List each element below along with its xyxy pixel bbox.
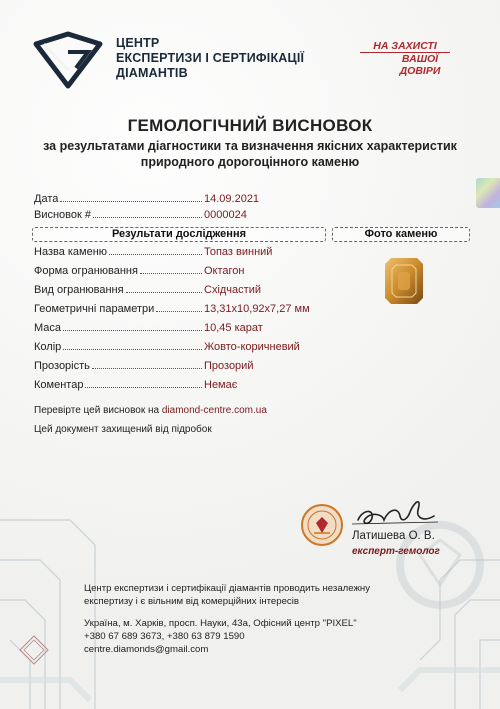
- organization-name: [116, 36, 346, 81]
- document-title: ГЕМОЛОГІЧНИЙ ВИСНОВОК: [127, 116, 373, 135]
- date-value: 14.09.2021: [204, 193, 260, 205]
- field-row-comment: [34, 379, 334, 395]
- footer-address: Україна, м. Харків, просп. Науки, 43а, Офісний центр "PIXEL": [84, 618, 357, 629]
- conclusion-number-label: Висновок #: [34, 209, 91, 221]
- official-seal-icon: [300, 503, 344, 547]
- footer-line-2: експертизу і є вільним від комерційних інтересів: [84, 596, 299, 607]
- footer-contacts: [84, 617, 357, 656]
- field-value: Прозорий: [204, 360, 254, 372]
- field-value: Східчастий: [204, 284, 261, 296]
- field-row-cut-type: [34, 284, 334, 300]
- field-row-dimensions: [34, 303, 334, 319]
- field-label: Форма огранювання: [34, 265, 138, 277]
- leader-dots: [156, 311, 202, 312]
- verify-note: [34, 405, 267, 416]
- field-label: Маса: [34, 322, 62, 334]
- field-value: 10,45 карат: [204, 322, 263, 334]
- field-label: Колір: [34, 341, 62, 353]
- subtitle-line-2: природного дорогоцінного каменю: [140, 155, 360, 169]
- signer-name: Латишева О. В.: [352, 530, 435, 542]
- subtitle-line-1: за результатами діагностики та визначення якісних характеристик: [43, 139, 457, 153]
- conclusion-number-value: 0000024: [204, 209, 247, 221]
- field-value: Жовто-коричневий: [204, 341, 300, 353]
- handwritten-signature: [348, 488, 443, 533]
- field-label: Геометричні параметри: [34, 303, 155, 315]
- conclusion-number-row: [34, 209, 334, 225]
- field-label: Назва каменю: [34, 246, 108, 258]
- field-value: Октагон: [204, 265, 245, 277]
- leader-dots: [92, 368, 202, 369]
- leader-dots: [93, 217, 202, 218]
- protected-note: Цей документ захищений від підробок: [34, 424, 212, 435]
- field-row-cut-shape: [34, 265, 334, 281]
- org-name-line-2: ЕКСПЕРТИЗИ І СЕРТИФІКАЦІЇ: [116, 51, 305, 65]
- field-value: Топаз винний: [204, 246, 273, 258]
- field-row-color: [34, 341, 334, 357]
- leader-dots: [126, 292, 202, 293]
- diamond-logo-icon: [28, 30, 108, 90]
- leader-dots: [85, 387, 202, 388]
- results-section-header: Результати дослідження: [32, 227, 326, 242]
- footer-email[interactable]: centre.diamonds@gmail.com: [84, 644, 209, 655]
- hologram-sticker: [476, 178, 500, 208]
- field-value: 13,31х10,92х7,27 мм: [204, 303, 310, 315]
- field-value: Немає: [204, 379, 238, 391]
- gemstone-photo: [385, 258, 423, 304]
- stamp-line-1: НА ЗАХИСТІ: [360, 40, 450, 53]
- leader-dots: [63, 349, 202, 350]
- stamp-line-2: ВАШОЇ: [401, 53, 439, 65]
- leader-dots: [140, 273, 202, 274]
- footer-disclaimer: [84, 582, 370, 608]
- field-label: Коментар: [34, 379, 84, 391]
- field-row-clarity: [34, 360, 334, 376]
- date-row: [34, 193, 334, 209]
- verify-note-text: Перевірте цей висновок на: [34, 405, 162, 416]
- field-label: Прозорість: [34, 360, 90, 372]
- trust-stamp: [360, 40, 450, 77]
- verify-link[interactable]: diamond-centre.com.ua: [161, 405, 267, 416]
- signer-role: експерт-гемолог: [352, 546, 440, 557]
- footer-line-1: Центр експертизи і сертифікації діамантів проводить незалежну: [84, 583, 370, 594]
- footer-phones: +380 67 689 3673, +380 63 879 1590: [84, 631, 245, 642]
- date-label: Дата: [34, 193, 59, 205]
- stamp-line-3: ДОВІРИ: [399, 65, 441, 77]
- photo-section-header: Фото каменю: [332, 227, 470, 242]
- leader-dots: [109, 254, 202, 255]
- org-name-line-3: ДІАМАНТІВ: [116, 66, 188, 80]
- leader-dots: [60, 201, 202, 202]
- field-label: Вид огранювання: [34, 284, 124, 296]
- field-row-stone-name: [34, 246, 334, 262]
- field-row-weight: [34, 322, 334, 338]
- leader-dots: [63, 330, 202, 331]
- document-subtitle: [30, 138, 470, 170]
- org-name-line-1: ЦЕНТР: [116, 36, 160, 50]
